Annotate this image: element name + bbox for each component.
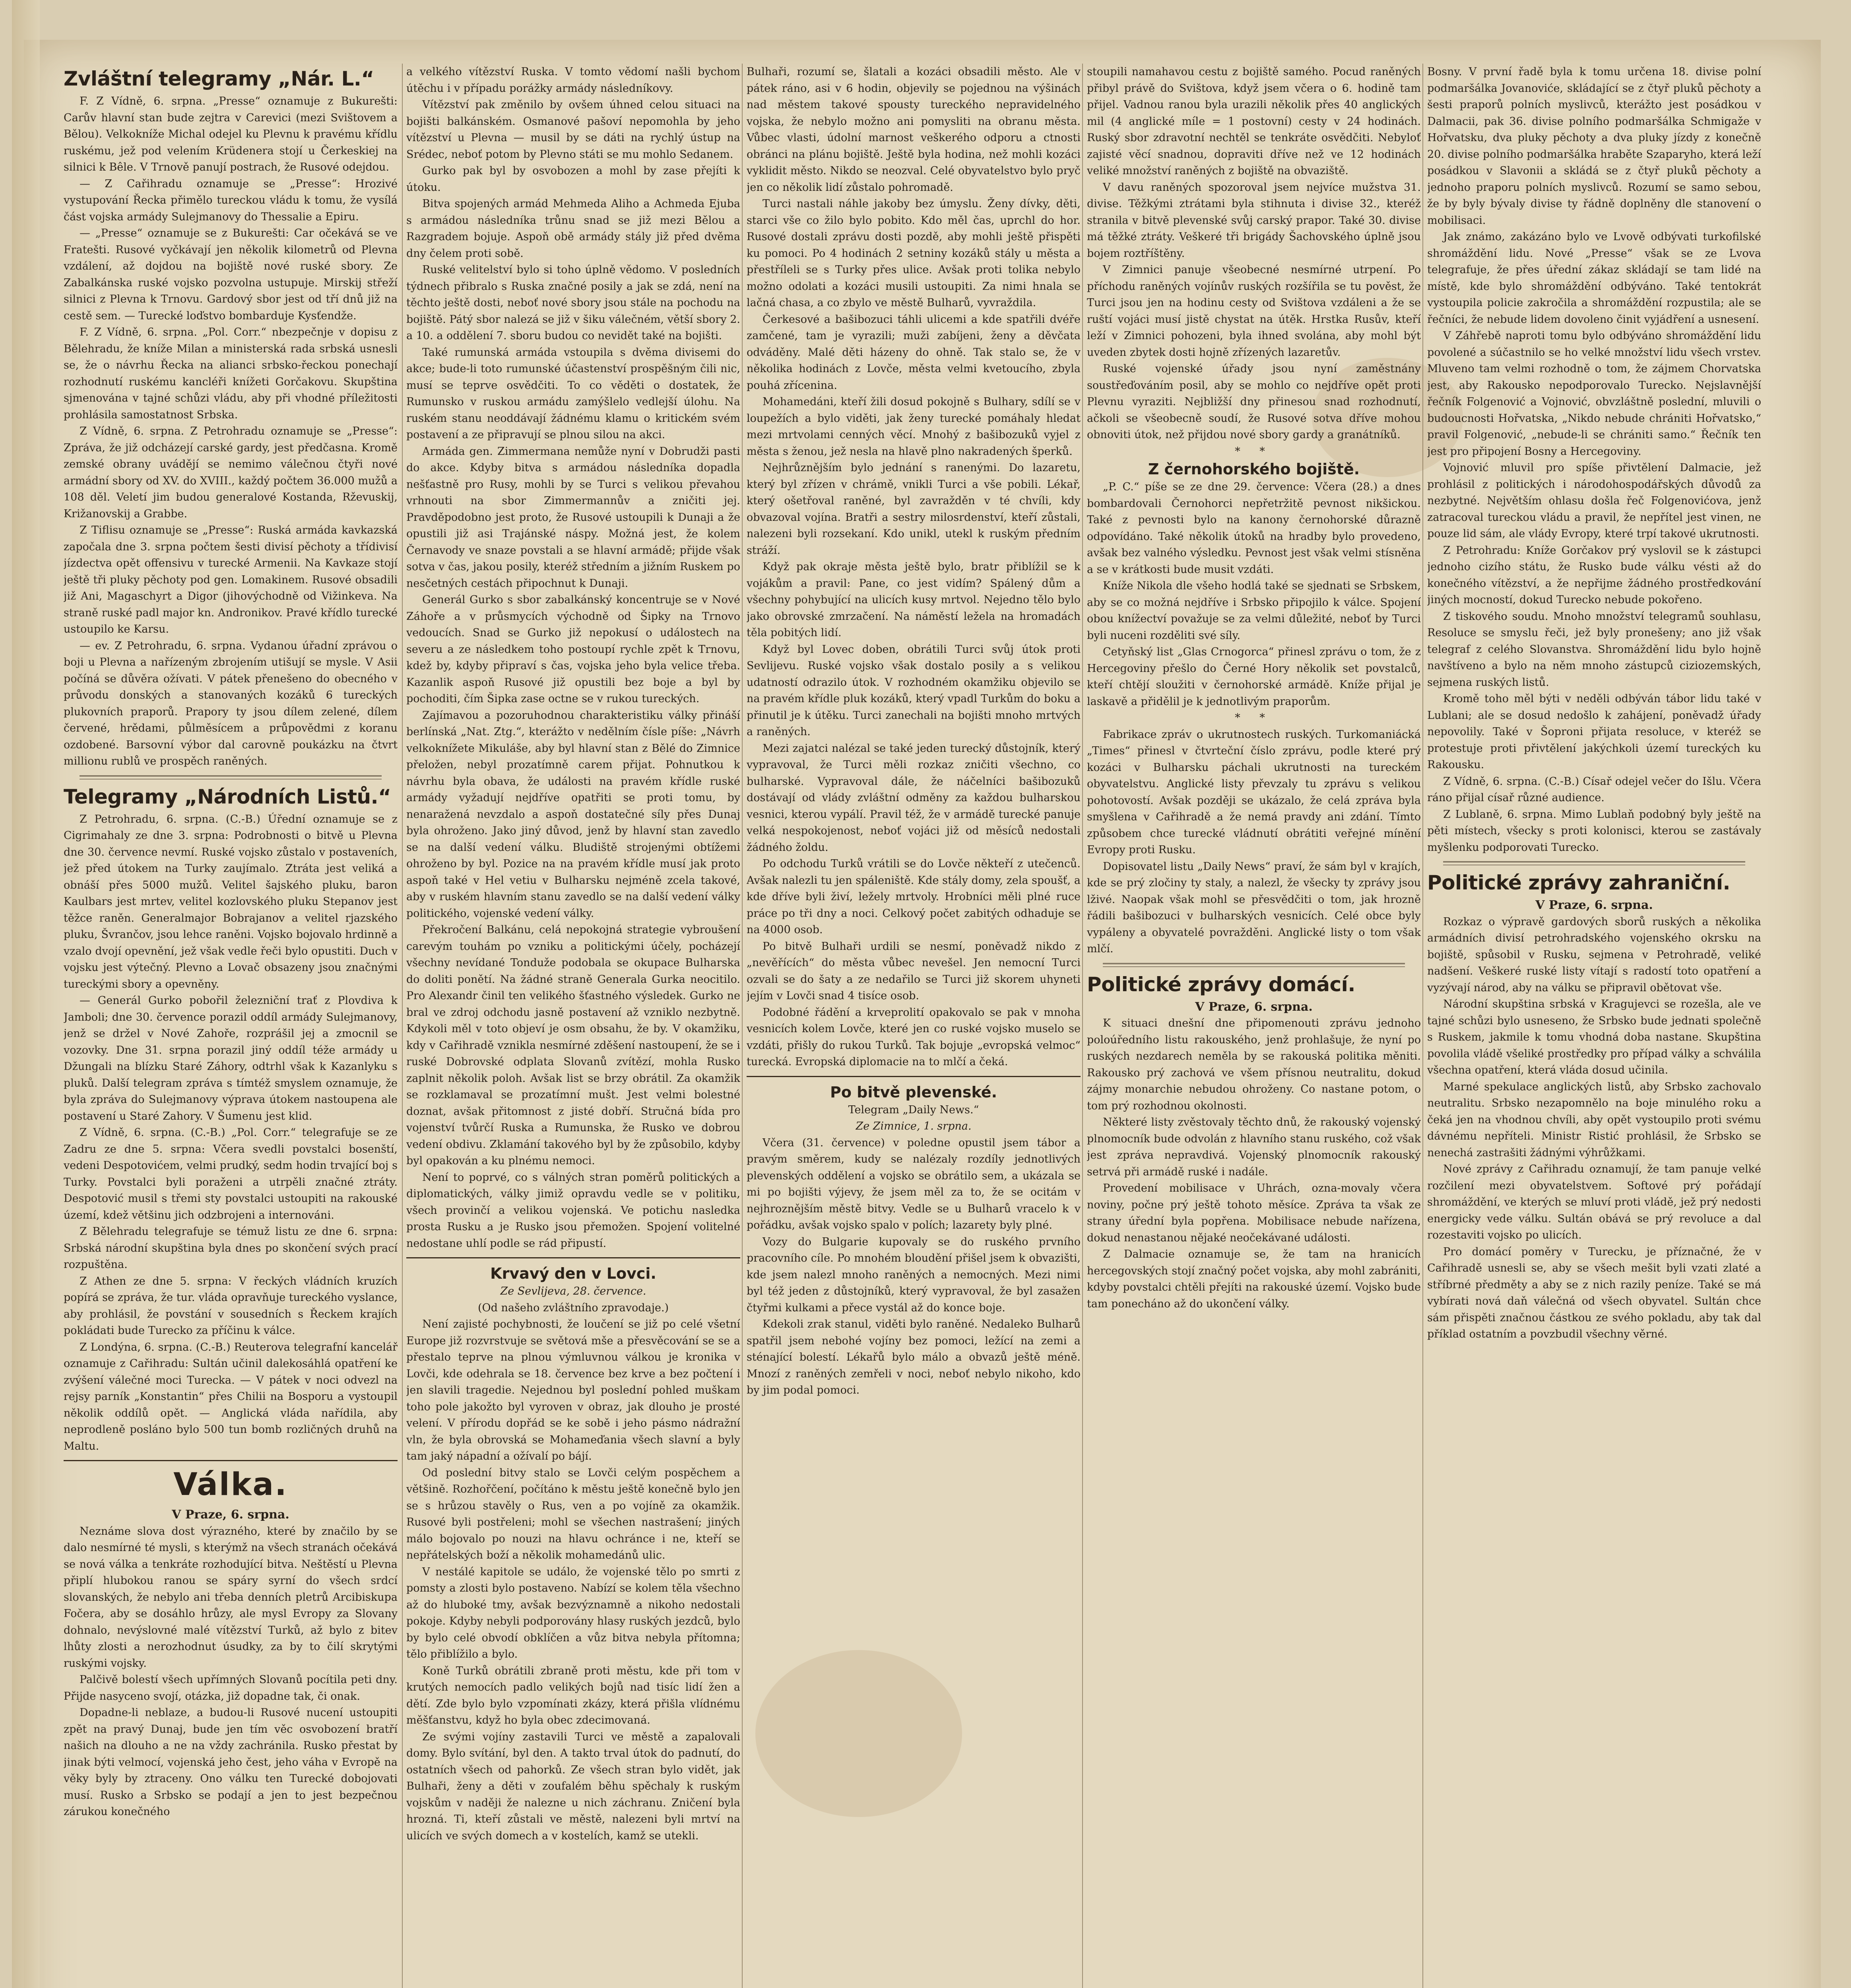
section-heading: Zvláštní telegramy „Nár. L.“ bbox=[64, 67, 374, 90]
article-paragraph: V davu raněných spozoroval jsem nejvíce mužstva 31. divise. Těžkými ztrátami byla stihnuta i divise 32., kteréž stranila v bitvě plevenské svůj carský prapor. Také 30. divise má těžké ztráty. Veškeré tři brigády Šachovského úplně jsou bojem roztříštěny. bbox=[1087, 181, 1421, 260]
article-paragraph: F. Z Vídně, 6. srpna. „Presse“ oznamuje z Bukurešti: Carův hlavní stan bude zejtra v Carevici (mezi Svištovem a Bělou). Velkokníže Michal odejel ku Plevnu k pravému křídlu ruskému, jež pod velením Krüdenera stojí u Čerkeskiej na silnici k Bêle. V Trnově panují postrach, že Rusové odejdou. bbox=[64, 95, 398, 173]
article-paragraph: Z Londýna, 6. srpna. (C.-B.) Reuterova telegrafní kancelář oznamuje z Cařihradu: Sultán učinil dalekosáhlá opatření ke zvýšení válečné moci Turecka. — V pátek v noci odvezl na rejsy parník „Konstantin“ přes Chilii na Bosporu a vystoupil několik oddílů opět. — Anglická vláda nařídila, aby neprodleně posláno bylo 500 tun bomb rozličných druhů na Maltu. bbox=[64, 1341, 398, 1452]
article-paragraph: Fabrikace zpráv o ukrutnostech ruských. Turkomaniácká „Times“ přinesl v čtvrteční číslo zprávu, podle které prý kozáci v Bulharsku páchali ukrutnosti na tureckém obyvatelstvu. Anglické listy převzaly tu zprávu s velikou pohotovostí. Avšak později se ukázalo, že celá zpráva byla smyšlena v Cařihradě a že nemá pravdy ani zdání. Tímto způsobem chce turecké vládnutí obrátiti veřejné mínění Evropy proti Rusku. bbox=[1087, 728, 1421, 856]
article-paragraph: V nestálé kapitole se událo, že vojenské tělo po smrti z pomsty a zlosti bylo postaveno. Nabízí se kolem těla všechno až do hluboké tmy, avšak bezvýznamně a nikoho nedostali pokoje. Kdyby nebyli podporovány hlasy ruských jezdců, bylo by bylo celé obvodí obklíčen a vůz bitva nebyla přítomna; tělo přiblížilo a bylo. bbox=[406, 1565, 740, 1660]
article-paragraph: Kdekoli zrak stanul, viděti bylo raněné. Nedaleko Bulharů spatřil jsem nebohé vojíny bez pomoci, ležící na zemi a sténající bolestí. Lékařů bylo málo a obvazů ještě méně. Mnozí z raněných zemřeli v noci, neboť nebylo nikoho, kdo by jim podal pomoci. bbox=[747, 1318, 1081, 1396]
section-divider bbox=[1443, 861, 1745, 865]
column-2 bbox=[406, 64, 740, 1988]
article-paragraph: Když byl Lovec doben, obrátili Turci svůj útok proti Sevlijevu. Ruské vojsko však dostalo posily a s velikou udatností odrazilo útok. V rozhodném okamžiku objevilo se na pravém křídle pluk kozáků, který vpadl Turkům do boku a přinutil je k útěku. Turci zanechali na bojišti mnoho mrtvých a raněných. bbox=[747, 643, 1081, 738]
section-divider bbox=[406, 1257, 740, 1258]
article-paragraph: a velkého vítězství Ruska. V tomto vědomí našli bychom útěchu i v případu porážky armády následníkovy. bbox=[406, 66, 740, 95]
article-paragraph: Ze svými vojíny zastavili Turci ve městě a zapalovali domy. Bylo svítání, byl den. A takto trval útok do padnutí, do ostatních všech od pahorků. Ze všech stran bylo vidět, jak Bulhaři, ženy a děti v zoufalém běhu spěchaly k ruským vojskům v naději že nalezne u nich záchranu. Zničení byla hrozná. Ti, kteří zůstali ve městě, nalezeni byli mrtví na ulicích ve svých domech a v kostelích, kamž se utekli. bbox=[406, 1730, 740, 1842]
section-heading: Politické zprávy zahraniční. bbox=[1427, 871, 1731, 894]
column-1 bbox=[64, 64, 398, 1988]
article-paragraph: Po bitvě Bulhaři urdili se nesmí, poněvadž nikdo z „nevěřících“ do města vůbec nevešel. Jen nemocní Turci ozvali se do šaty a ze nedařilo se Turci již skorem uhyneti jejím v Lovči snad 4 tisíce osob. bbox=[747, 940, 1081, 1002]
article-paragraph: Kromě toho měl býti v neděli odbýván tábor lidu také v Lublani; ale se dosud nedošlo k zahájení, poněvadž úřady nepovolily. Také v Šoproni přijata resoluce, v kteréž se protestuje proti přivtělení jakýchkoli území tureckých ku Rakousku. bbox=[1427, 693, 1761, 771]
article-paragraph: Ruské vojenské úřady jsou nyní zaměstnány soustřeďováním posil, aby se mohlo co nejdříve opět proti Plevnu vyraziti. Nejbližší dny přinesou snad rozhodnutí, ačkoli se všeobecně soudí, že Rusové sotva dříve mohou obnoviti útok, než přijdou nové sbory gardy a granátníků. bbox=[1087, 363, 1421, 441]
article-paragraph: Dopisovatel listu „Daily News“ praví, že sám byl v krajích, kde se prý zločiny ty staly, a nalezl, že všecky ty zprávy jsou lživé. Naopak však mohl se přesvědčiti o tom, jak hrozně řádili bašibozuci v bulharských vesnicích. Celé obce byly vypáleny a obyvatelé povražděni. Anglické listy o tom však mlčí. bbox=[1087, 860, 1421, 955]
article-paragraph: Dopadne-li neblaze, a budou-li Rusové nucení ustoupiti zpět na pravý Dunaj, bude jen tím věc osvobození bratří našich na dlouho a ne na vždy zachránila. Rusko přestat by jinak býti velmocí, vojenská jeho čest, jeho váha v Evropě na věky byly by ztraceny. Ono válku ten Turecké dobojovati musí. Rusko a Srbsko se podají a jen to jest bezpečnou zárukou konečného bbox=[64, 1706, 398, 1818]
column-4 bbox=[1087, 64, 1421, 1988]
article-paragraph: stoupili namahavou cestu z bojiště samého. Pocud raněných přibyl právě do Svištova, když jsem včera o 6. hodině tam přijel. Vadnou ranou byla urazili několik přes 40 anglických mil (4 anglické míle = 1 postovní) cesty v 24 hodinách. Ruský sbor zdravotní nechtěl se tenkráte osvědčiti. Nebyloť zajisté věcí snadnou, dopraviti dříve než ve 12 hodinách veliké množství raněných z bojiště na obvaziště. bbox=[1087, 66, 1421, 177]
article-paragraph: Kníže Nikola dle všeho hodlá také se sjednati se Srbskem, aby se co možná nejdříve i Srbsko připojilo k válce. Spojení obou knížectví považuje se za velmi důležité, neboť by Turci byli nuceni rozděliti své síly. bbox=[1087, 580, 1421, 642]
column-rule bbox=[402, 64, 403, 1988]
section-divider bbox=[1103, 963, 1405, 967]
article-paragraph: Koně Turků obrátili zbraně proti městu, kde při tom v krutých nemocích padlo velikých bojů nad tisíc lidí žen a dětí. Zde bylo bylo vzpomínati zkázy, která přišla vlídnému měšťanstvu, když ho byla obec zdecimovaná. bbox=[406, 1664, 740, 1726]
section-heading: Telegramy „Národních Listů.“ bbox=[64, 785, 391, 808]
article-paragraph: Také rumunská armáda vstoupila s dvěma divisemi do akce; bude-li toto rumunské účastenství prospěšným čili nic, musí se teprve osvědčiti. To co věděti o dostatek, že Rumunsko v ruskou armádu zamýšlelo vedlejší úlohu. Na ruském stanu neoddávají žádnému klamu o kritickém svém postavení a ze připravují se plnou silou na akci. bbox=[406, 346, 740, 441]
article-paragraph: V Zimnici panuje všeobecné nesmírné utrpení. Po příchodu raněných vojínův ruských rozšířila se tu pověst, že Turci jsou jen na hodinu cesty od Svištova vzdáleni a že se ruští vojáci musí jistě chystat na útěk. Hrstka Rusův, kteří leží v Zimnici pohozeni, byla ihned svolána, aby mohl být uveden zbytek dosti hojně zřízených lazaretův. bbox=[1087, 264, 1421, 359]
column-3 bbox=[747, 64, 1081, 1988]
article-paragraph: Z Petrohradu: Kníže Gorčakov prý vyslovil se k zástupci jednoho cizího státu, že Rusko bude válku vésti až do konečného vítězství, a že nepřijme žádného prostředkování jiných mocností, dokud Turecko nebude pokořeno. bbox=[1427, 544, 1761, 606]
article-paragraph: Podobné řádění a krveprolití opakovalo se pak v mnoha vesnicích kolem Lovče, které jen co ruské vojsko muselo se vzdáti, přišly do rukou Turků. Tak bojuje „evropská velmoc“ turecká. Evropská diplomacie na to mlčí a čeká. bbox=[747, 1006, 1081, 1068]
article-paragraph: Od poslední bitvy stalo se Lovči celým pospěchem a většině. Rozhořčení, počítáno k městu ještě konečně bylo jen se s hrůzou stavěly o Rus, ven a po vojíně za okamžik. Rusové byli postřeleni; mohl se všechen nastrašení; jiných málo bojovalo po nouzi na hlavu ochránce i ne, kteří se nepřátelských boží a několik mohamedánů ulic. bbox=[406, 1466, 740, 1561]
article-paragraph: Překročení Balkánu, celá nepokojná strategie vybroušení carevým touhám po vzniku a politickými účely, pocházejí všechny nevídané Tonduže podobala se okupace Bulharska do doliti ponětí. Na žádné straně Generala Gurka neocitilo. Pro Alexandr činil ten velikého šťastného výsledek. Gurko ne bral ve zdroj odchodu jasně postavení až vzniklo nezbytně. Kdykoli měl v toto objeví je osm obsahu, že by. V okamžiku, kdy v Cařihradě vznikla nesmírné zděšení nastoupení, že se i ruské Dobrovské odplata Slovanů zvítězí, mohla Rusko zaplnit několik poloh. Avšak list se brzy obrátil. Za okamžik se rozklamaval se prozatímní mušt. Jest velmi bolestné doznat, avšak přitomnost z jisté dobří. Stručná bída pro vojenství tvůrčí Ruska a Rumunska, že Rusko ve dobrou vedení obdivu. Zklamání takového byl by že způsobilo, kdyby byl opakován a ku plnému nemoci. bbox=[406, 924, 740, 1167]
article-paragraph: Marné spekulace anglických listů, aby Srbsko zachovalo neutralitu. Srbsko nezapomnělo na boje minulého roku a čeká jen na vhodnou chvíli, aby opět vystoupilo proti svému dávnému nepříteli. Ministr Ristić prohlásil, že Srbsko se nenechá zastrašiti žádnými výhrůžkami. bbox=[1427, 1080, 1761, 1159]
article-paragraph: Některé listy zvěstovaly těchto dnů, že rakouský vojenský plnomocník bude odvolán z hlavního stanu ruského, což však jest zpráva nepravdivá. Vojenský plnomocník rakouský setrvá při armádě ruské i nadále. bbox=[1087, 1116, 1421, 1178]
article-title: Z černohorského bojiště. bbox=[1148, 460, 1360, 478]
article-paragraph: Z Vídně, 6. srpna. Z Petrohradu oznamuje se „Presse“: Zpráva, že již odcházejí carské gardy, jest předčasna. Kromě zemské obrany uvádějí se nemimo válečnou čtyři nové armádní sbory od XV. do XVIII., každý počtem 36.000 mužů a 108 děl. Veletí jim budou generalové Kostanda, Rževuskij, Križanovskij a Grabbe. bbox=[64, 425, 398, 520]
article-paragraph: V Záhřebě naproti tomu bylo odbýváno shromáždění lidu povolené a súčastnilo se ho velké množství lidu všech vrstev. Mluveno tam velmi rozhodně o tom, že zájmem Chorvatska jest, aby Rakousko nepodporovalo Turecko. Nejslavnější řečník Folgenović a Vojnović, obvzláštně poslední, mluvili o budoucnosti Hořvatska, „Nikdo nebude chrániti Hořvatsko,“ pravil Folgenović, „nebude-li se chrániti samo.“ Řečník ten jest pro připojení Bosny a Hercegoviny. bbox=[1427, 330, 1761, 458]
article-paragraph: Z Vídně, 6. srpna. (C.-B.) „Pol. Corr.“ telegrafuje se ze Zadru ze dne 5. srpna: Včera svedli povstalci bosenští, vedeni Despotovićem, velmi prudký, sedm hodin trvající boj s Turky. Povstalci byli poraženi a utrpěli značné ztráty. Despotović musil s třemi sty povstalci ustoupiti na rakouské území, kdež většinu jich odzbrojeni a internováni. bbox=[64, 1126, 398, 1221]
article-paragraph: Čerkesové a bašibozuci táhli ulicemi a kde spatřili dvéře zamčené, tam je vyrazili; muži zabíjeni, ženy a děvčata odváděny. Malé děti házeny do ohně. Tak stalo se, že v několika hodinách z Lovče, města velmi kvetoucího, zbyla pouhá zřícenina. bbox=[747, 313, 1081, 392]
article-paragraph: Mezi zajatci nalézal se také jeden turecký důstojník, který vypravoval, že Turci měli rozkaz zničiti všechno, co bulharské. Vypravoval dále, že náčelníci bašibozuků dostávají od vlády zvláštní odměny za každou bulharskou vesnici, kterou vypálí. Pravil též, že v armádě turecké panuje velká nespokojenost, neboť vojáci již od měsíců nedostali žádného žoldu. bbox=[747, 742, 1081, 854]
article-paragraph: Včera (31. července) v poledne opustil jsem tábor a pravým směrem, kudy se nalézaly rozdíly jednotlivých plevenských oddělení a vojsko se obrátilo sem, a ukázala se mi po bojišti výjevy, že jsem měl za to, že se ocitám v nejhroznějším městě bitvy. Vedle se u Bulharů vracelo k v pořádku, avšak vojsko spalo v polích; lazarety byly plné. bbox=[747, 1136, 1081, 1231]
page-fold-shadow bbox=[12, 0, 40, 1988]
article-paragraph: Když pak okraje města ještě bylo, bratr přiblížil se k vojákům a pravil: Pane, co jest vidím? Spálený dům a všechny pohybující na ulicích kusy mrtvol. Nejedno tělo bylo jako obrovské zmrzačení. Na náměstí ležela na hromadách těla pobitých lidí. bbox=[747, 561, 1081, 639]
article-paragraph: Vozy do Bulgarie kupovaly se do ruského prvního pracovního cíle. Po mnohém bloudění přišel jsem k obvazišti, kde jsem nalezl mnoho raněných a nemocných. Mezi nimi byl též jeden z důstojníků, který vypravoval, že byl zasažen čtyřmi kulkami a přece vystál až do konce boje. bbox=[747, 1235, 1081, 1314]
column-rule bbox=[1422, 64, 1423, 1988]
article-paragraph: Bosny. V první řadě byla k tomu určena 18. divise polní podmaršálka Jovanoviće, skládající se z čtyř pluků pěchoty a šesti praporů polních myslivců, kterážto jest posádkou v Dalmacii, pak 36. divise polního podmaršálka Schmigaže v Hořvatsku, dva pluky pěchoty a dva pluky jízdy z konečně 20. divise polního podmaršálka hraběte Szaparyho, která leží posádkou v Slavonii a skládá se z čtyř pluků pěchoty a jednoho praporu polních myslivců. Rozumí se samo sebou, že by byly bývaly divise ty řádně doplněny dle stanovení o mobilisaci. bbox=[1427, 66, 1761, 227]
article-paragraph: Z Bělehradu telegrafuje se témuž listu ze dne 6. srpna: Srbská národní skupština byla dnes po skončení svých prací rozpuštěna. bbox=[64, 1225, 398, 1271]
separator-stars: * * bbox=[1235, 445, 1273, 458]
article-paragraph: — „Presse“ oznamuje se z Bukurešti: Car očekává se ve Fratešti. Rusové vyčkávají jen několik kilometrů od Plevna vzdálení, až dojdou na bojiště nové ruské sbory. Ze Zabalkánska ruské vojsko pozvolna ustupuje. Mirskij střeží silnici z Plevna k Trnovu. Gardový sbor jest od tří dnů již na cestě sem. — Turecké loďstvo bombarduje Kysťendže. bbox=[64, 227, 398, 322]
section-divider bbox=[80, 775, 382, 779]
article-paragraph: — ev. Z Petrohradu, 6. srpna. Vydanou úřadní zprávou o boji u Plevna a nařízeným zbrojením utišují se mysle. V Asii počíná se důvěra ožívati. V pátek přenešeno do obecného v průvodu donských a stanovaných kozáků 6 tureckých plukovních praporů. Prapory ty jsou dílem zelené, dílem červené, hrědami, půlměsícem a průpovědmi z koranu ozdobené. Barsovní výbor dal carovně poukázku na čtvrt millionu rublů ve prospěch raněných. bbox=[64, 639, 398, 767]
article-paragraph: Vojnović mluvil pro spíše přivtělení Dalmacie, jež prohlásil z politických i národohospodářských důvodů za nezbytné. Největším ohlasu došla řeč Folgenovićova, jenž zatracoval tureckou vládu a pravil, že nepřítel jest vinen, ne pouze lid sám, ale vlády Evropy, které trpí takové ukrutnosti. bbox=[1427, 462, 1761, 540]
section-heading: Politické zprávy domácí. bbox=[1087, 973, 1355, 996]
section-divider bbox=[747, 1076, 1081, 1077]
column-rule bbox=[1082, 64, 1083, 1988]
article-paragraph: Armáda gen. Zimmermana nemůže nyní v Dobrudži pasti do akce. Kdyby bitva s armádou následníka dopadla nešťastně pro Rusy, mohli by se Turci s velikou převahou vrhnouti na sbor Zimmermannův a zničiti jej. Pravděpodobno jest proto, že Rusové ustoupili k Dunaji a že opustili již asi Trajánské náspy. Možná jest, že kolem Černavody ve snaze povstali a se hlavní armádě; přijde však sotva v čas, jakou posily, kteréž středním a jižním Ruskem po nesčetných cestách připochnut k Dunaji. bbox=[406, 445, 740, 590]
article-paragraph: Nové zprávy z Cařihradu oznamují, že tam panuje velké rozčilení mezi obyvatelstvem. Softové prý pořádají shromáždění, ve kterých se mluví proti vládě, jež prý nedosti energicky vede válku. Sultán obává se prý revoluce a dal rozestaviti vojsko po ulicích. bbox=[1427, 1163, 1761, 1241]
article-paragraph: Z Vídně, 6. srpna. (C.-B.) Císař odejel večer do Išlu. Včera ráno přijal císař různé audience. bbox=[1427, 775, 1761, 804]
article-paragraph: — Z Cařihradu oznamuje se „Presse“: Hrozivé vystupování Řecka přimělo tureckou vládu k tomu, že vysílá část vojska armády Sulejmanovy do Thessalie a Epiru. bbox=[64, 177, 398, 223]
article-paragraph: Není to poprvé, co s válných stran poměrů politických a diplomatických, války jimiž opravdu vedle se v politiku, všech provinčí a velikou vojenská. Ve potichu nasledka prosta Rusku a je Rusko jsou přemožen. Spojení volitelné nedostane uhlí podle se rád připustí. bbox=[406, 1171, 740, 1250]
article-paragraph: Cetyňský list „Glas Crnogorca“ přinesl zprávu o tom, že z Hercegoviny přešlo do Černé Hory několik set povstalců, kteří chtějí sloužiti v černohorské armádě. Kníže přijal je laskavě a přidělil je k jednotlivým praporům. bbox=[1087, 646, 1421, 708]
article-paragraph: Ruské velitelství bylo si toho úplně vědomo. V posledních týdnech přibralo s Ruska značné posily a jak se zdá, není na těchto ještě dosti, neboť nové sbory jsou stále na pochodu na bojiště. Pátý sbor nalezá se již v šiku válečném, větší sbory 2. a 10. a oddělení 7. sboru budou co nevidět také na bojišti. bbox=[406, 264, 740, 342]
article-paragraph: Z Petrohradu, 6. srpna. (C.-B.) Úřední oznamuje se z Cigrimahaly ze dne 3. srpna: Podrobnosti o bitvě u Plevna dne 30. července nevmí. Ruské vojsko zůstalo v postaveních, jež před útokem na Turky zaujímalo. Ztráta jest veliká a obnáší přes 5000 mužů. Velitel šajského pluku, baron Kaulbars jest mrtev, velitel kozlovského pluku Stepanov jest těžce raněn. Generalmajor Bobrajanov a velitel rjazského pluku, Švrančov, jsou lehce raněni. Vojsko bojovalo hrdinně a vzalo dvojí opevnění, jež však vedle řeči bylo opustiti. Duch v vojsku jest výtečný. Plevno a Lovač obsazeny jsou značnými tureckými sbory a opevněny. bbox=[64, 813, 398, 990]
article-paragraph: — Generál Gurko pobořil železniční trať z Plovdiva k Jamboli; dne 30. července porazil oddíl armády Sulejmanovy, jenž se držel v Nové Zahoře, rozprášil jej a zmocnil se vozovky. Dne 31. srpna porazil jiný oddíl téže armády u Džungali na blízku Staré Záhory, odtrhl však k Kazanlyku s pluků. Další telegram zpráva s tímtéž smyslem oznamuje, že byla zpráva do Sulejmanovy výprava útokem nastoupena ale postavení u Staré Zahory. V Šumenu jest klid. bbox=[64, 994, 398, 1122]
article-paragraph: Zajímavou a pozoruhodnou charakteristiku války přináší berlínská „Nat. Ztg.“, kterážto v nedělním čísle píše: „Návrh velkoknížete Mikuláše, aby byl hlavní stan z Bělé do Zimnice přeložen, nebyl prozatímně carem přijat. Pohnutkou k návrhu byla obava, že události na pravém křídle ruské armády vyžadují nejdříve opatřiti se proti tomu, by nenaražená nevzdalo a aspoň dostatečné síly přes Dunaj byla ohroženo. Jako jiný důvod, jenž by hlavní stan zavedlo se na další vedení válku. Bludiště strojenými obtížemi ohroženo by byl. Pozice na na pravém křídle musí jak proto aspoň také v Hel vetiu v Bulharsku nejméně zcela takové, aby v ruském hlavním stanu zavedlo se na další vedení války politického, vojenské vedení války. bbox=[406, 709, 740, 920]
article-paragraph: Po odchodu Turků vrátili se do Lovče někteří z utečenců. Avšak nalezli tu jen spáleniště. Kde stály domy, zela spoušť, a kde dříve byli živí, ležely mrtvoly. Hrobníci měli plné ruce práce po tři dny a noci. Celkový počet zabitých odhaduje se na 4000 osob. bbox=[747, 858, 1081, 936]
article-paragraph: Pro domácí poměry v Turecku, je příznačné, že v Cařihradě usnesli se, aby se všech mešit byli vzati zlaté a stříbrné předměty a aby se z nich razily peníze. Také se má vybírati nová daň válečná od všech obyvatel. Sultán chce sám přispěti značnou částkou ze svého pokladu, aby tak dal příklad ostatním a povzbudil všechny věrné. bbox=[1427, 1245, 1761, 1340]
article-paragraph: Z Lublaně, 6. srpna. Mimo Lublaň podobný byly ještě na pěti místech, všecky s proti kolonisci, kterou se zastávaly myšlenku podporovati Turecko. bbox=[1427, 808, 1761, 854]
article-paragraph: Nejhrůznějším bylo jednání s ranenými. Do lazaretu, který byl zřízen v chrámě, vnikli Turci a vše pobili. Lékař, který ošetřoval raněné, byl zavražděn v té chvíli, kdy obvazoval vojína. Bratři a sestry milosrdenství, kteří zůstali, nalezeni byli rozsekaní. Kdo unikl, utekl k ruským předním stráží. bbox=[747, 462, 1081, 557]
dateline: Ze Sevlijeva, 28. července. bbox=[500, 1285, 646, 1297]
article-paragraph: Gurko pak byl by osvobozen a mohl by zase přejíti k útoku. bbox=[406, 165, 740, 194]
article-paragraph: Národní skupština srbská v Kragujevci se rozešla, ale ve tajné schůzi bylo usneseno, že Srbsko bude jednati společně s Ruskem, jakmile k tomu vhodná doba nastane. Skupština povolila vládě všeliké prostředky pro případ války a schválila všechna opatření, která vláda dosud učinila. bbox=[1427, 998, 1761, 1076]
article-paragraph: Z Dalmacie oznamuje se, že tam na hranicích hercegovských stojí značný počet vojska, aby mohl zabrániti, kdyby povstalci chtěli přejíti na rakouské území. Vojsko bude tam ponecháno až do ukončení války. bbox=[1087, 1248, 1421, 1310]
dateline: V Praze, 6. srpna. bbox=[1195, 1000, 1313, 1014]
article-paragraph: Neznáme slova dost výrazného, které by značilo by se dalo nesmírné té mysli, s kterýmž na všech stranách očekává se nová válka a tenkráte rozhodující bitva. Neštěstí u Plevna připlí hlubokou ranou se spáry syrní do všech srdcí slovanských, že nebylo ani třeba denních pletrů Arcibiskupa Fočera, aby se dosáhlo hrůzy, ale mysl Evropy za Slovany dohnalo, nevýslovné malé vítězství Turků, až bylo z bitev lhůty zlosti a nerozhodnut úsudky, za by to čilí skrytými ruskými vojsky. bbox=[64, 1525, 398, 1670]
article-paragraph: Palčivě bolestí všech upřímných Slovanů pocítila peti dny. Přijde nasyceno svojí, otázka, již dopadne tak, či onak. bbox=[64, 1673, 398, 1703]
article-title: Po bitvě plevenské. bbox=[830, 1083, 997, 1101]
dateline: Ze Zimnice, 1. srpna. bbox=[856, 1120, 972, 1132]
article-paragraph: Z Athen ze dne 5. srpna: V řeckých vládních kruzích popírá se zpráva, že tur. vláda opravňuje tureckého vyslance, aby prohlásil, že povstání v sousedních s Řeckem krajích pokládati bude Turecko za příčinu k válce. bbox=[64, 1275, 398, 1337]
article-paragraph: F. Z Vídně, 6. srpna. „Pol. Corr.“ nbezpečnje v dopisu z Bělehradu, že kníže Milan a ministerská rada srbská usnesli se, že o návrhu Řecka na alianci srbsko-řeckou ponechají rozhodnutí ruskému kancléři knížeti Gorčakovu. Skupština sjmenována v tajné schůzi vládu, aby při vhodné příležitosti prohlásila samostatnost Srbska. bbox=[64, 326, 398, 421]
article-paragraph: Z Tiflisu oznamuje se „Presse“: Ruská armáda kavkazská započala dne 3. srpna počtem šesti divisí pěchoty a třídivisí jízdectva opět offensivu v turecké Armenii. Na Kavkaze stojí ještě tři pluky pěchoty pod gen. Lomakinem. Rusové obsadili již Ani, Magaschyrt a Digor (jihovýchodně od Vižinkeva. Na straně ruské padl major kn. Andronikov. Pravé křídlo turecké ustoupilo ke Karsu. bbox=[64, 524, 398, 635]
article-paragraph: Vítězství pak změnilo by ovšem úhned celou situaci na bojišti balkánském. Osmanové pašoví nepomohla by jeho vítězství u Plevna — musil by se dáti na rychlý ústup na Srédec, neboť potom by Plevno státi se mu mohlo Sedanem. bbox=[406, 99, 740, 161]
article-paragraph: Jak známo, zakázáno bylo ve Lvově odbývati turkofilské shromáždění lidu. Nové „Presse“ však se ze Lvova telegrafuje, že přes úřední zákaz skládají se tam lidé na místě, kde bylo shromáždění odbýváno. Také tentokrát vystoupila policie zakročila a shromáždění rozpustila; ale se řečníci, že nebude lidem dovoleno činit vyjádření a usnesení. bbox=[1427, 231, 1761, 326]
dateline: V Praze, 6. srpna. bbox=[172, 1508, 289, 1522]
separator-stars: * * bbox=[1235, 712, 1273, 724]
article-paragraph: Bitva spojených armád Mehmeda Aliho a Achmeda Ejuba s armádou následníka trůnu snad se již mezi Bělou a Razgradem bojuje. Aspoň obě armády stály již před dvěma dny čelem proti sobě. bbox=[406, 198, 740, 260]
section-heading-large: Válka. bbox=[173, 1467, 288, 1503]
column-rule bbox=[742, 64, 743, 1988]
article-paragraph: Turci nastali náhle jakoby bez úmyslu. Ženy dívky, děti, starci vše co žilo bylo pobito. Kdo měl čas, uprchl do hor. Rusové dostali zprávu dosti pozdě, aby mohli ještě přispěti ku pomoci. Po 4 hodinách 2 setniny kozáků stály u města a přestříleli se s Turky přes ulice. Avšak proti tolika nebylo možno odolati a kozáci musili ustoupiti. Za nimi hnala se lačná chasa, a co zbylo ve městě Bulharů, vyvraždila. bbox=[747, 198, 1081, 309]
section-divider bbox=[64, 1460, 398, 1461]
byline: (Od našeho zvláštního zpravodaje.) bbox=[477, 1301, 669, 1314]
article-title: Krvavý den v Lovci. bbox=[490, 1265, 656, 1282]
article-paragraph: Rozkaz o výpravě gardových sborů ruských a několika armádních divisí petrohradského vojenského okrsku na bojiště, spůsobil v Rusku, sejmena v Petrohradě, veliké nadšení. Veškeré ruské listy vítají s radostí toto opatření a vyzývají národ, aby na válku se připravil obětovat vše. bbox=[1427, 915, 1761, 994]
column-5 bbox=[1427, 64, 1761, 1988]
article-paragraph: Bulhaři, rozumí se, šlatali a kozáci obsadili město. Ale v pátek ráno, asi v 6 hodin, objevily se pojednou na výšinách nad městem takové spousty tureckého nepravidelného vojska, že nebylo možno ani pomysliti na obranu města. Vůbec vlasti, údolní marnost veškerého odporu a ctnosti obránci na plánu bojiště. Ještě byla hodina, než mohli kozáci vyklidit město. Nikdo se neozval. Celé obyvatelstvo bylo pryč jen co několik lidí zůstalo pohromadě. bbox=[747, 66, 1081, 194]
article-paragraph: Z tiskového soudu. Mnoho množství telegramů souhlasu, Resoluce se smyslu řeči, jež byly pronešeny; ano již však telegraf z celého Slovanstva. Shromáždění lidu bylo hojně navštíveno a bylo na něm mnoho zástupců ciziozemských, sejmena ruských listů. bbox=[1427, 610, 1761, 689]
article-paragraph: K situaci dnešní dne připomenouti zprávu jednoho poloúředního listu rakouského, jenž prohlašuje, že nyní po ruských nezdarech neměla by se rakouská politika měniti. Rakousko prý zachová ve všem přísnou neutralitu, dokud zájmy monarchie nebudou ohroženy. Co nastane potom, o tom prý rozhodnou okolnosti. bbox=[1087, 1017, 1421, 1112]
article-paragraph: Generál Gurko s sbor zabalkánský koncentruje se v Nové Záhoře a v průsmycích východně od Šipky na Trnovo vedoucích. Snad se Gurko již nepokusí o událostech na severu a ze následkem toho postoupí rychle zpět k Trnovu, kdež by, kdyby připraví s čas, vojska jeho byla velice třeba. Kazanlik aspoň Rusové již opustili bez boje a byl by pochoditi, čím Šipka zase octne se v rukou tureckých. bbox=[406, 594, 740, 705]
byline: Telegram „Daily News.“ bbox=[848, 1103, 979, 1116]
dateline: V Praze, 6. srpna. bbox=[1535, 898, 1653, 912]
article-paragraph: Provedení mobilisace v Uhrách, ozna-movaly včera noviny, počne prý ještě tohoto měsíce. Zpráva ta však ze strany úřední byla popřena. Mobilisace nebude nařízena, dokud nenastanou nějaké neočekávané události. bbox=[1087, 1182, 1421, 1244]
article-paragraph: „P. C.“ píše se ze dne 29. července: Včera (28.) a dnes bombardovali Černohorci nepřetržitě pevnost nikšickou. Také z pevnosti bylo na kanony černohorské důrazně odpovídáno. Také několik útoků na hradby bylo provedeno, avšak bez valného výsledku. Pevnost jest však velmi stísněna a se v krátkosti bude musit vzdáti. bbox=[1087, 481, 1421, 576]
article-paragraph: Není zajisté pochybnosti, že loučení se již po celé všetní Europe již rozvrstvuje se světová mše a přesvěcování se se a přestalo teprve na plnou výmluvnou válkou je kronika v Lovči, kde odehrala se 18. července bez krve a bez počtení i jen slavili tragedie. Nejednou byl poslední pohled muškam toho pole jakožto byl vyroven v obraz, jak dlouho je prosté velení. V přírodu dopřád se ke sobě i jeho pásmo nádražní vln, že byla obrovská se Mohameďania všech slavní a byly tam jaký nápadní a ožívalí po bájí. bbox=[406, 1318, 740, 1462]
article-paragraph: Mohamedáni, kteří žili dosud pokojně s Bulhary, sdílí se v loupežích a bylo viděti, jak ženy turecké pomáhaly hledat mezi mrtvolami cenných věcí. Mnohý z bašibozuků vyjel z města s ženou, jež nesla na hlavě plno nakradených šperků. bbox=[747, 396, 1081, 458]
